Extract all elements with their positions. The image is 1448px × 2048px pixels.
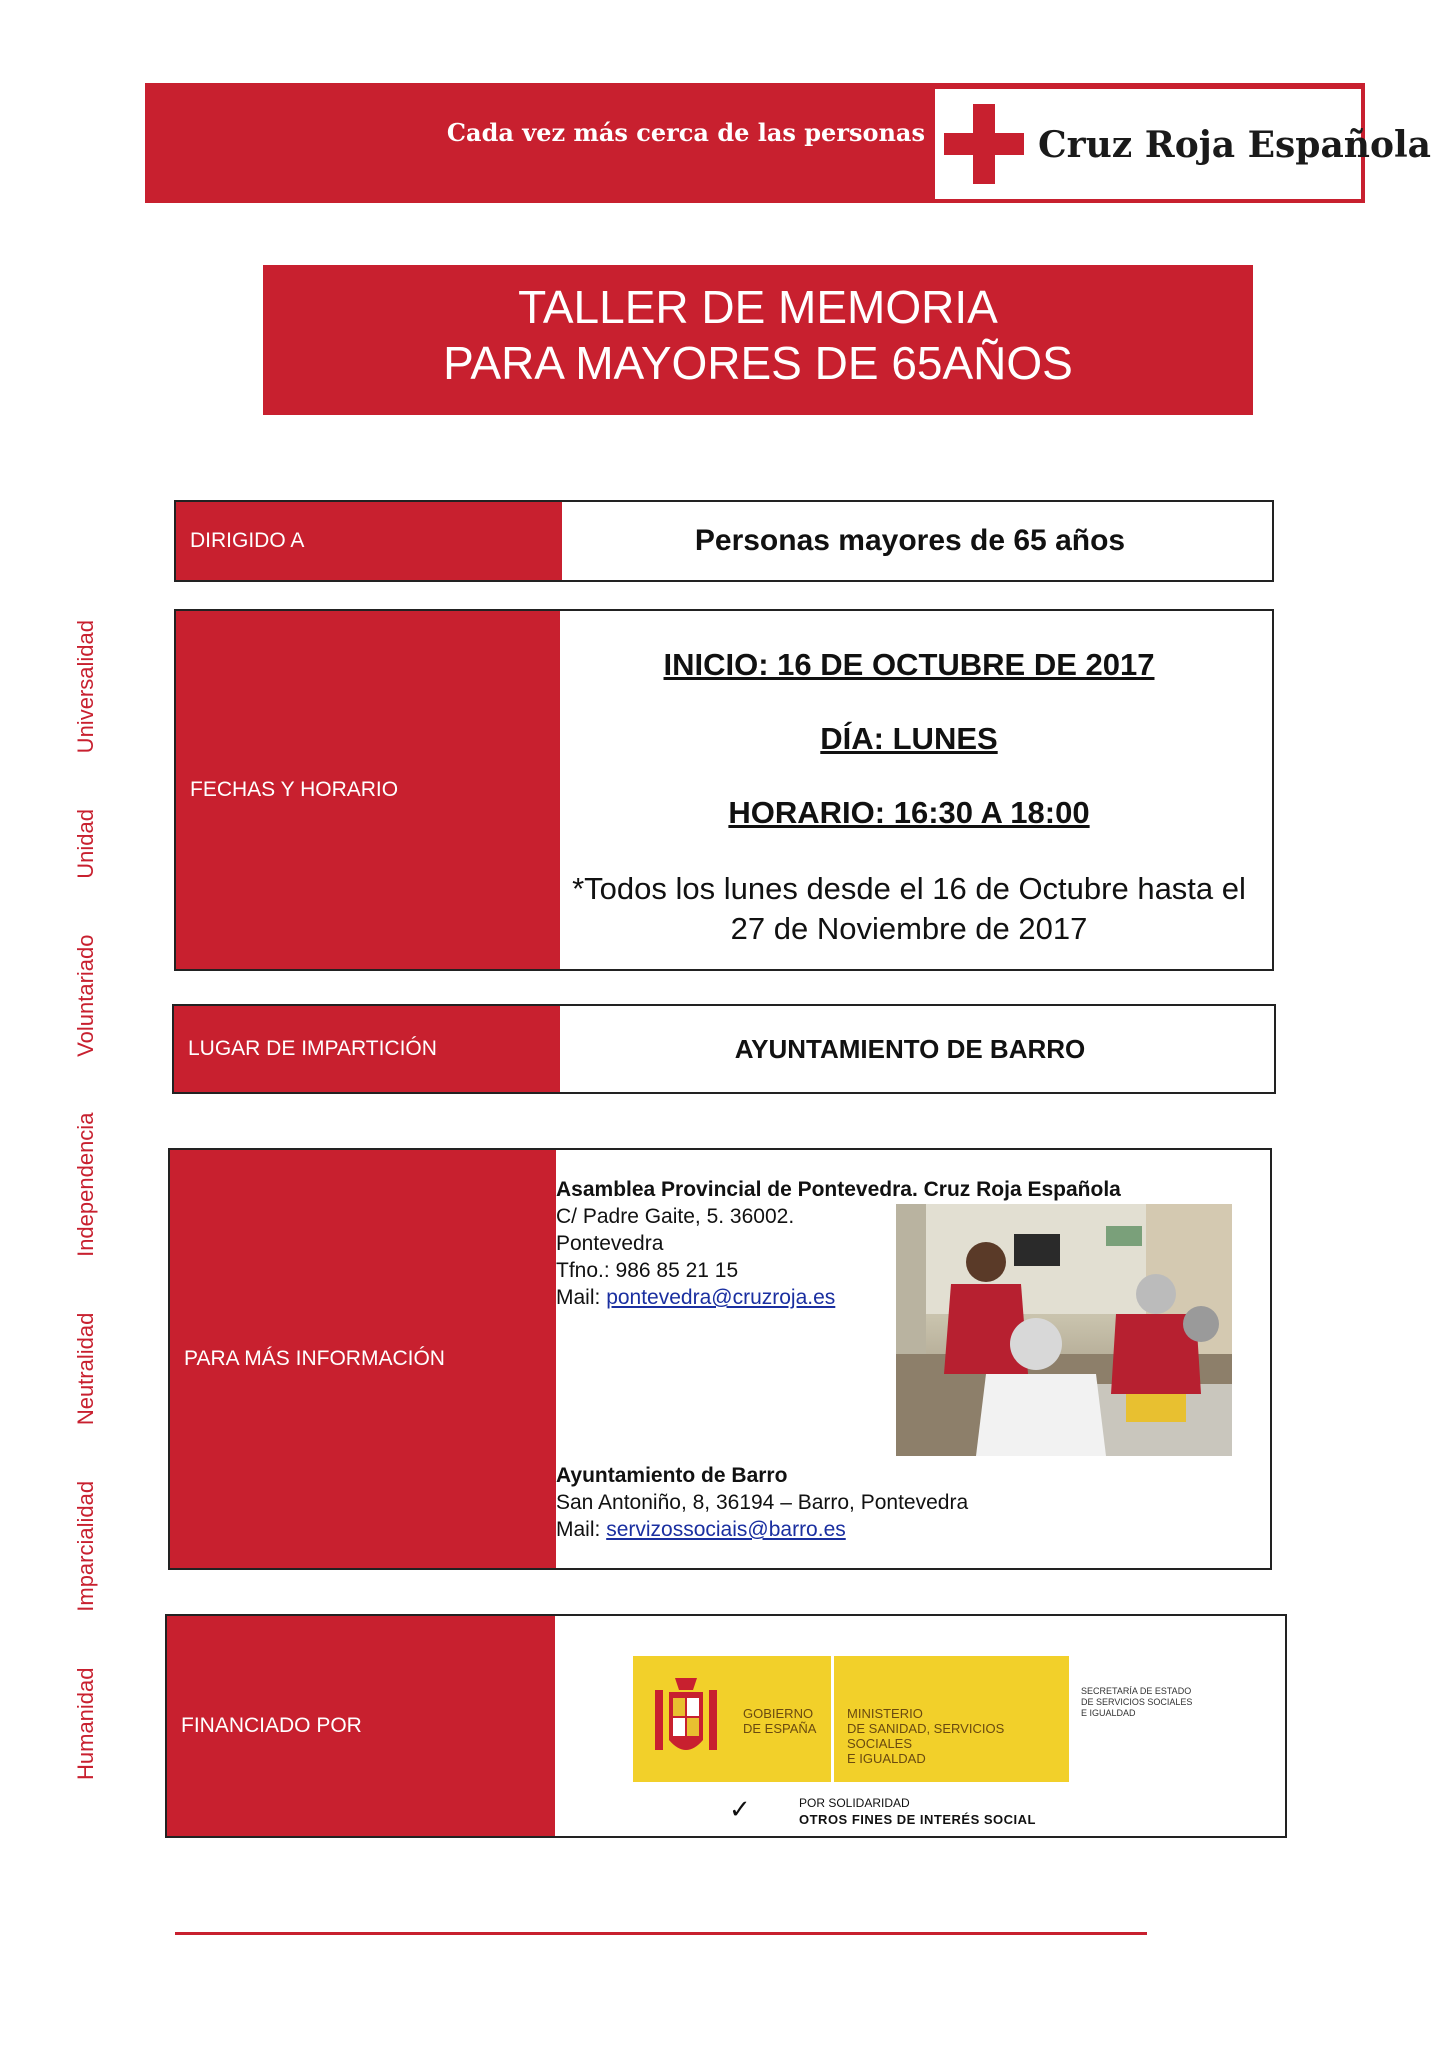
funder-logos bbox=[541, 1616, 1285, 1836]
ministerio-text bbox=[847, 1706, 1069, 1766]
row-lugar bbox=[172, 1004, 1276, 1094]
header-tagline: Cada vez más cerca de las personas bbox=[446, 118, 925, 147]
ministerio-line: MINISTERIO bbox=[847, 1706, 923, 1721]
photo-illustration bbox=[896, 1204, 1232, 1456]
row-value bbox=[546, 611, 1272, 969]
row-label: FECHAS Y HORARIO bbox=[176, 611, 560, 969]
row-label: LUGAR DE IMPARTICIÓN bbox=[174, 1006, 560, 1092]
side-value: Unidad bbox=[73, 809, 98, 879]
row-value: AYUNTAMIENTO DE BARRO bbox=[734, 1033, 1086, 1064]
contact-block-2 bbox=[556, 1462, 968, 1543]
org-city: Pontevedra bbox=[556, 1232, 664, 1255]
ministerio-line: DE SANIDAD, SERVICIOS SOCIALES bbox=[847, 1721, 1005, 1751]
ministerio-line: E IGUALDAD bbox=[847, 1751, 926, 1766]
title-line-1: TALLER DE MEMORIA bbox=[518, 281, 998, 333]
secretaria-line: SECRETARÍA DE ESTADO bbox=[1081, 1686, 1192, 1696]
mail-label: Mail: bbox=[556, 1518, 607, 1541]
schedule: HORARIO: 16:30 A 18:00 bbox=[728, 795, 1090, 830]
title-line-2: PARA MAYORES DE 65AÑOS bbox=[443, 337, 1073, 389]
checkmark-icon: ✓ bbox=[729, 1794, 751, 1824]
solidaridad-line: OTROS FINES DE INTERÉS SOCIAL bbox=[799, 1812, 1036, 1827]
row-label: DIRIGIDO A bbox=[176, 502, 562, 580]
row-value bbox=[542, 1150, 1270, 1568]
secretaria-text bbox=[1081, 1686, 1192, 1719]
start-date: INICIO: 16 DE OCTUBRE DE 2017 bbox=[663, 647, 1155, 682]
secretaria-line: DE SERVICIOS SOCIALES bbox=[1081, 1697, 1193, 1707]
row-value: Personas mayores de 65 años bbox=[694, 524, 1126, 557]
government-logo bbox=[633, 1656, 1069, 1782]
secretaria-line: E IGUALDAD bbox=[1081, 1708, 1136, 1718]
mail-link[interactable]: pontevedra@cruzroja.es bbox=[606, 1286, 836, 1309]
side-value: Voluntariado bbox=[73, 934, 98, 1057]
org-address: San Antoniño, 8, 36194 – Barro, Pontevedra bbox=[556, 1491, 969, 1514]
side-value: Imparcialidad bbox=[73, 1480, 98, 1612]
org-phone: Tfno.: 986 85 21 15 bbox=[556, 1259, 739, 1282]
page-title bbox=[263, 265, 1253, 415]
gobierno-line: GOBIERNO bbox=[743, 1706, 814, 1721]
logo-divider bbox=[831, 1656, 834, 1782]
row-label: PARA MÁS INFORMACIÓN bbox=[170, 1150, 556, 1568]
side-value: Humanidad bbox=[73, 1667, 98, 1780]
logo-text: Cruz Roja Española bbox=[1038, 124, 1431, 166]
volunteers-photo bbox=[896, 1204, 1232, 1456]
side-value: Neutralidad bbox=[73, 1312, 98, 1426]
gobierno-text bbox=[743, 1706, 816, 1736]
solidaridad-line: POR SOLIDARIDAD bbox=[799, 1796, 910, 1810]
row-financiado bbox=[165, 1614, 1287, 1838]
gobierno-line: DE ESPAÑA bbox=[743, 1721, 817, 1736]
coat-of-arms-icon bbox=[651, 1670, 721, 1770]
org-mail bbox=[556, 1516, 968, 1543]
mail-label: Mail: bbox=[556, 1286, 607, 1309]
org-name: Ayuntamiento de Barro bbox=[556, 1464, 788, 1487]
mail-link[interactable]: servizossociais@barro.es bbox=[606, 1518, 846, 1541]
footer-divider bbox=[175, 1932, 1147, 1935]
side-value: Independencia bbox=[73, 1112, 98, 1257]
org-name: Asamblea Provincial de Pontevedra. Cruz Roja Española bbox=[556, 1178, 1121, 1201]
weekday: DÍA: LUNES bbox=[820, 721, 998, 756]
row-dirigido bbox=[174, 500, 1274, 582]
side-value: Universalidad bbox=[73, 620, 98, 754]
side-values bbox=[50, 620, 122, 1780]
org-address: C/ Padre Gaite, 5. 36002. bbox=[556, 1205, 795, 1228]
row-fechas bbox=[174, 609, 1274, 971]
schedule-note: *Todos los lunes desde el 16 de Octubre hasta el 27 de Noviembre de 2017 bbox=[572, 871, 1246, 946]
red-cross-icon-bar bbox=[944, 133, 1024, 155]
row-label: FINANCIADO POR bbox=[167, 1616, 555, 1836]
row-info bbox=[168, 1148, 1272, 1570]
